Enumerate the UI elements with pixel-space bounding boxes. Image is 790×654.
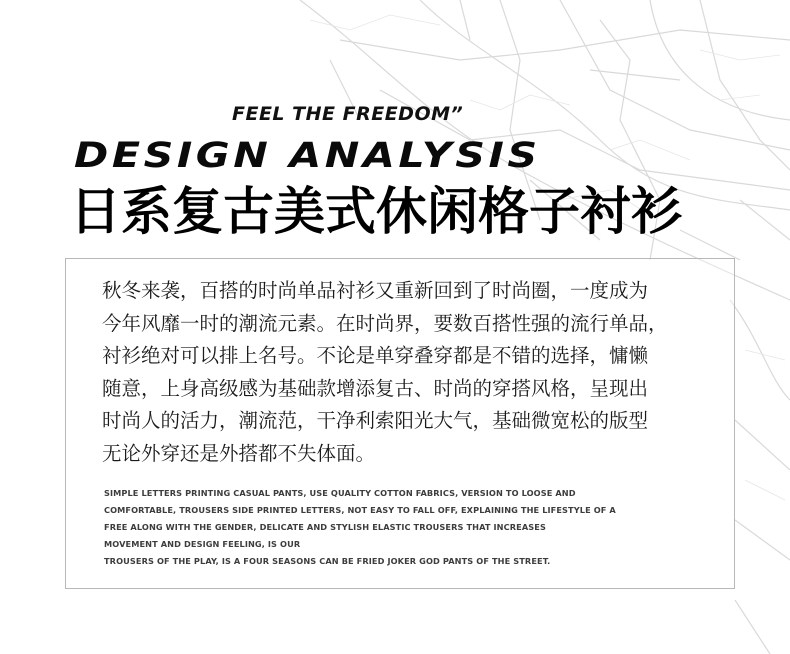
- description-chinese: [102, 275, 702, 470]
- description-line: 衬衫绝对可以排上名号。不论是单穿叠穿都是不错的选择，慵懒: [102, 344, 649, 367]
- heading-chinese: 日系复古美式休闲格子衬衫: [70, 183, 683, 242]
- description-line: 秋冬来袭，百搭的时尚单品衬衫又重新回到了时尚圈，一度成为: [102, 279, 649, 302]
- description-line: 无论外穿还是外搭都不失体面。: [102, 441, 376, 465]
- description-line: 今年风靡一时的潮流元素。在时尚界，要数百搭性强的流行单品，: [102, 311, 668, 335]
- description-en-line: COMFORTABLE, TROUSERS SIDE PRINTED LETTERS, NOT EASY TO FALL OFF, EXPLAINING THE LIFESTYLE OF A: [104, 505, 616, 515]
- description-line: 随意，上身高级感为基础款增添复古、时尚的穿搭风格，呈现出: [102, 376, 649, 400]
- description-en-line: SIMPLE LETTERS PRINTING CASUAL PANTS, USE QUALITY COTTON FABRICS, VERSION TO LOOSE AND: [104, 488, 576, 498]
- tagline: FEEL THE FREEDOM”: [232, 103, 464, 125]
- description-en-line: MOVEMENT AND DESIGN FEELING, IS OUR: [104, 539, 301, 549]
- description-english: [104, 485, 704, 570]
- description-en-line: TROUSERS OF THE PLAY, IS A FOUR SEASONS CAN BE FRIED JOKER GOD PANTS OF THE STREET.: [104, 556, 551, 566]
- heading-english: DESIGN ANALYSIS: [74, 136, 541, 176]
- description-en-line: FREE ALONG WITH THE GENDER, DELICATE AND STYLISH ELASTIC TROUSERS THAT INCREASES: [104, 522, 546, 532]
- description-line: 时尚人的活力，潮流范，干净利索阳光大气，基础微宽松的版型: [102, 409, 649, 432]
